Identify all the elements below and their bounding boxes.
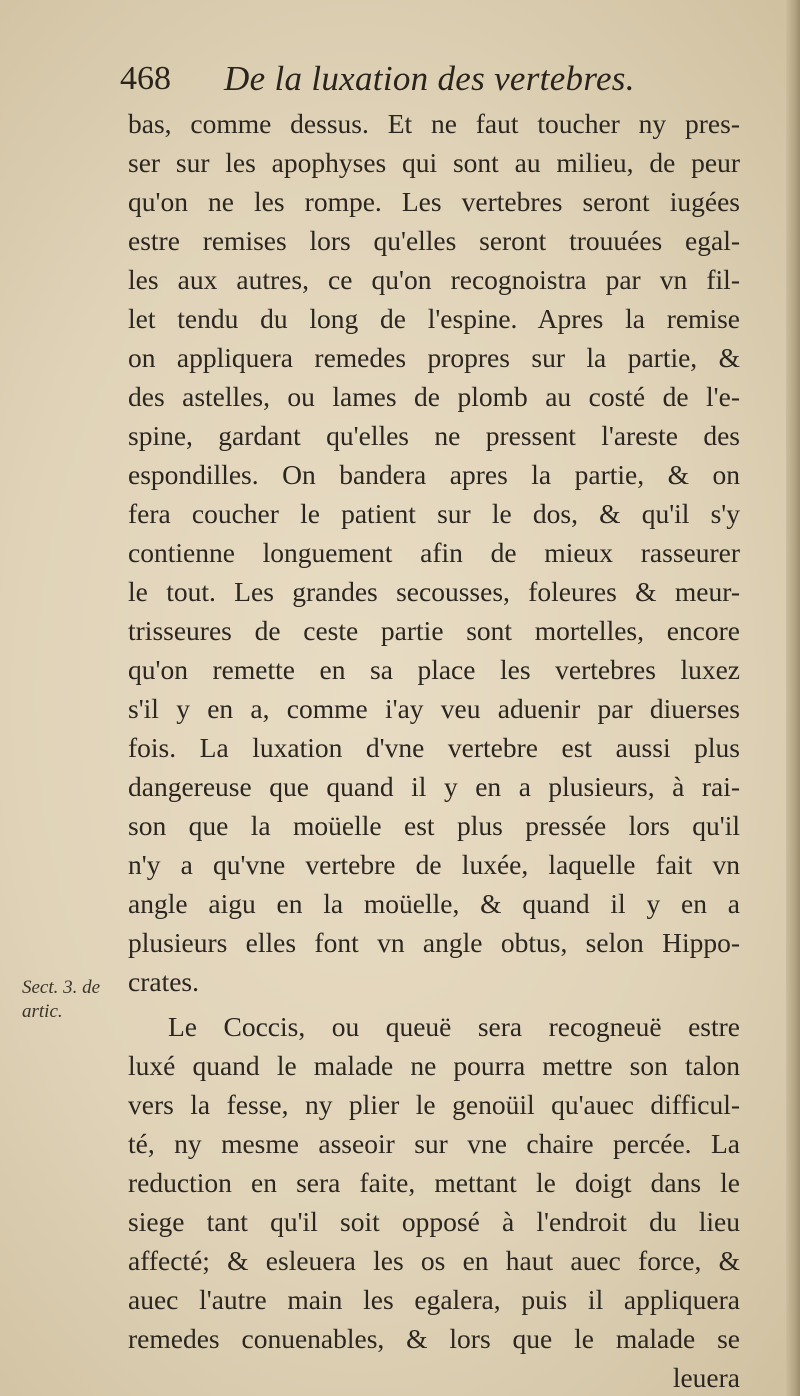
page-number: 468 [120,60,171,97]
text-line: plusieurs elles font vn angle obtus, selon Hippo- [128,927,740,958]
catchword: leuera [672,1362,740,1393]
text-line: s'il y en a, comme i'ay veu aduenir par diuerses [128,693,740,724]
margin-note-line: Sect. 3. de [22,977,101,998]
text-line: le tout. Les grandes secousses, foleures & meur- [128,576,740,607]
text-line: dangereuse que quand il y en a plusieurs, à rai- [128,771,740,802]
text-line: angle aigu en la moüelle, & quand il y en a [128,888,740,919]
text-line: espondilles. On bandera apres la partie, & on [128,459,740,490]
text-line: fera coucher le patient sur le dos, & qu'il s'y [128,498,740,529]
text-line: spine, gardant qu'elles ne pressent l'areste des [128,420,740,451]
text-line: té, ny mesme asseoir sur vne chaire percée. La [128,1128,740,1159]
body-text [128,104,740,1396]
margin-note [22,976,126,1024]
text-line: trisseures de ceste partie sont mortelles, encore [128,615,740,646]
text-line: remedes conuenables, & lors que le malade se [128,1323,740,1354]
text-line: siege tant qu'il soit opposé à l'endroit du lieu [128,1206,740,1237]
page-edge [786,0,800,1396]
text-line: contienne longuement afin de mieux rasseurer [128,537,740,568]
text-line: reduction en sera faite, mettant le doigt dans le [128,1167,740,1198]
page-header [120,54,680,104]
running-title: De la luxation des vertebres. [224,59,635,98]
text-line: affecté; & esleuera les os en haut auec force, & [128,1245,740,1276]
text-line: luxé quand le malade ne pourra mettre son talon [128,1050,740,1081]
text-line: son que la moüelle est plus pressée lors qu'il [128,810,740,841]
text-line: des astelles, ou lames de plomb au costé de l'e- [128,381,740,412]
text-line: Le Coccis, ou queuë sera recogneuë estre [168,1011,740,1042]
text-line: on appliquera remedes propres sur la partie, & [128,342,740,373]
text-line: bas, comme dessus. Et ne faut toucher ny pres- [128,108,740,139]
text-line: qu'on ne les rompe. Les vertebres seront iugées [128,186,740,217]
margin-note-line: artic. [22,1001,63,1022]
text-line: qu'on remette en sa place les vertebres luxez [128,654,740,685]
text-line: ser sur les apophyses qui sont au milieu, de peur [128,147,740,178]
text-line: n'y a qu'vne vertebre de luxée, laquelle fait vn [128,849,740,880]
text-line: auec l'autre main les egalera, puis il appliquera [128,1284,740,1315]
text-line: let tendu du long de l'espine. Apres la remise [128,303,740,334]
text-line: fois. La luxation d'vne vertebre est aussi plus [128,732,740,763]
text-line: crates. [128,966,199,997]
text-line: vers la fesse, ny plier le genoüil qu'auec difficul- [128,1089,740,1120]
text-line: les aux autres, ce qu'on recognoistra par vn fil- [128,264,740,295]
text-line: estre remises lors qu'elles seront trouuées egal- [128,225,740,256]
